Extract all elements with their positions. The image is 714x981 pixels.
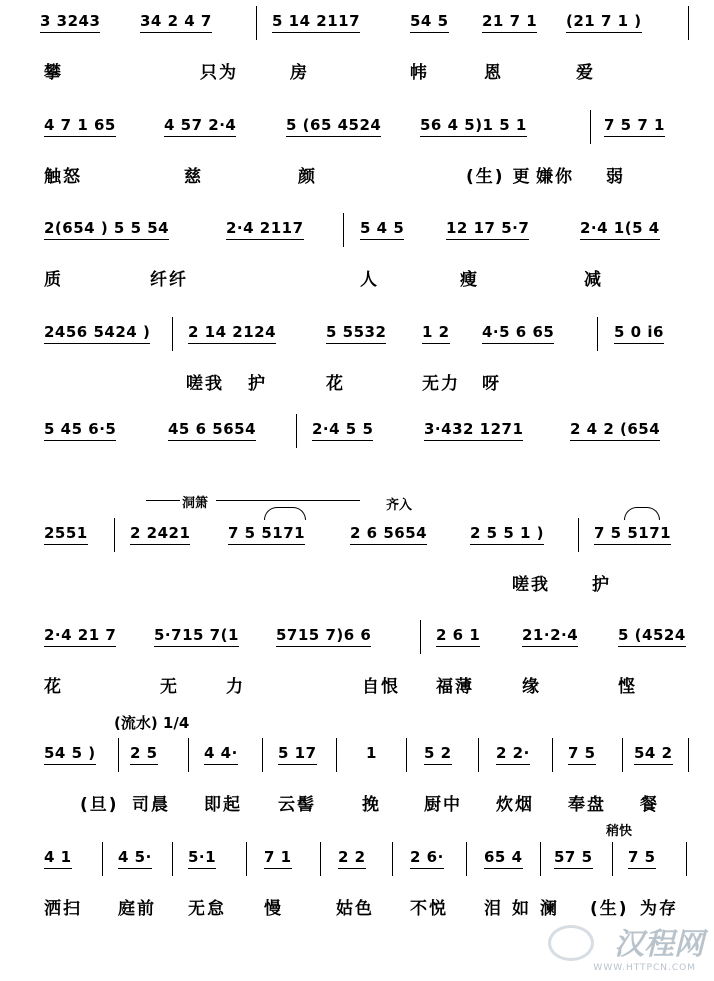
bar-line [246, 842, 247, 876]
lyric: (生) [590, 899, 629, 919]
note-group: 21·2·4 [522, 626, 578, 647]
bar-line [296, 414, 297, 448]
bar-line [466, 842, 467, 876]
note-group: 1 2 [422, 323, 450, 344]
lyric: 澜 [540, 899, 559, 919]
note-group: 4 4· [204, 744, 238, 765]
bar-line [406, 738, 407, 772]
lyric: 无 [160, 677, 179, 697]
lyric: 护 [248, 374, 267, 394]
note-group: 56 4 5)1 5 1 [420, 116, 527, 137]
lyric: 挽 [362, 795, 381, 815]
lyric: 减 [584, 270, 603, 290]
lyric: 呀 [482, 374, 501, 394]
note-group: 2 2· [496, 744, 530, 765]
bar-line [590, 110, 591, 144]
bar-line [172, 842, 173, 876]
bar-line [188, 738, 189, 772]
note-group: (21 7 1 ) [566, 12, 642, 33]
note-group: 7 5 7 1 [604, 116, 665, 137]
note-group: 2(654 ) 5 5 54 [44, 219, 169, 240]
tempo-marking: (流水) 1/4 [114, 714, 190, 732]
note-group: 2456 5424 ) [44, 323, 150, 344]
note-group: 5 (65 4524 [286, 116, 381, 137]
lyric: 纤纤 [150, 270, 188, 290]
note-group: 2·4 1(5 4 [580, 219, 660, 240]
lyric: 姑色 [336, 899, 374, 919]
note-group: 2 5 5 1 ) [470, 524, 544, 545]
note-group: 2 6· [410, 848, 444, 869]
lyric: 弱 [606, 167, 625, 187]
bar-line [102, 842, 103, 876]
lyric: 庭前 [118, 899, 156, 919]
lyric: 嫌你 [536, 167, 574, 187]
lyric: 瘦 [460, 270, 479, 290]
note-group: 5 0 i6 [614, 323, 664, 344]
bar-line [262, 738, 263, 772]
bar-line [552, 738, 553, 772]
lyric: 颜 [298, 167, 317, 187]
lyric: 护 [592, 575, 611, 595]
lyric: 炊烟 [496, 795, 534, 815]
bar-line [114, 518, 115, 552]
lyric: 人 [360, 270, 379, 290]
bar-line [688, 738, 689, 772]
lyric: 触怒 [44, 167, 82, 187]
bar-line [420, 620, 421, 654]
instrument-line [146, 500, 180, 501]
lyric: 爱 [576, 63, 595, 83]
lyric: 无力 [422, 374, 460, 394]
lyric: 洒扫 [44, 899, 82, 919]
bar-line [688, 6, 689, 40]
note-group: 2·4 2117 [226, 219, 304, 240]
note-group: 7 1 [264, 848, 292, 869]
lyric: 福薄 [436, 677, 474, 697]
note-group: 5·1 [188, 848, 216, 869]
note-group: 12 17 5·7 [446, 219, 529, 240]
note-group: 54 5 [410, 12, 449, 33]
note-group: 2 4 2 (654 [570, 420, 660, 441]
slur [624, 507, 660, 520]
lyric: 自恨 [362, 677, 400, 697]
note-group: 45 6 5654 [168, 420, 256, 441]
lyric: 即起 [204, 795, 242, 815]
bar-line [172, 317, 173, 351]
note-group: 2·4 5 5 [312, 420, 373, 441]
note-group: 7 5 [568, 744, 596, 765]
note-group: 4 7 1 65 [44, 116, 116, 137]
note-group: 2 6 1 [436, 626, 480, 647]
note-group: 65 4 [484, 848, 523, 869]
bar-line [256, 6, 257, 40]
bar-line [478, 738, 479, 772]
instrument-label: 洞箫 [182, 496, 209, 511]
note-group: 2 5 [130, 744, 158, 765]
note-group: 2551 [44, 524, 88, 545]
lyric: 慢 [264, 899, 283, 919]
lyric: 只为 [200, 63, 238, 83]
lyric: 为存 [640, 899, 678, 919]
note-group: 57 5 [554, 848, 593, 869]
note-group: 2 2 [338, 848, 366, 869]
bar-line [320, 842, 321, 876]
lyric: 泪 [484, 899, 503, 919]
lyric: 悭 [618, 677, 637, 697]
lyric: 缘 [522, 677, 541, 697]
note-group: 21 7 1 [482, 12, 537, 33]
note-group: 5 2 [424, 744, 452, 765]
note-group: 5 14 2117 [272, 12, 360, 33]
lyric: 力 [226, 677, 245, 697]
note-group: 5 5532 [326, 323, 386, 344]
bar-line [540, 842, 541, 876]
note-group: 2 6 5654 [350, 524, 427, 545]
note-group: 1 [366, 744, 377, 762]
note-group: 54 5 ) [44, 744, 96, 765]
lyric: 司晨 [132, 795, 170, 815]
lyric: 质 [44, 270, 63, 290]
note-group: 34 2 4 7 [140, 12, 212, 33]
note-group: 5 4 5 [360, 219, 404, 240]
bar-line [118, 738, 119, 772]
note-group: 2·4 21 7 [44, 626, 116, 647]
lyric: 奉盘 [568, 795, 606, 815]
instrument-line [216, 500, 360, 501]
lyric: 花 [44, 677, 63, 697]
note-group: 54 2 [634, 744, 673, 765]
lyric: 如 [512, 899, 531, 919]
lyric: 花 [326, 374, 345, 394]
watermark-logo: 汉程网 [614, 927, 704, 962]
slur [264, 507, 306, 520]
bar-line [578, 518, 579, 552]
bar-line [336, 738, 337, 772]
note-group: 2 14 2124 [188, 323, 276, 344]
lyric: 帏 [410, 63, 429, 83]
lyric: 厨中 [424, 795, 462, 815]
note-group: 3 3243 [40, 12, 100, 33]
note-group: 4 57 2·4 [164, 116, 236, 137]
watermark-logo-icon [548, 925, 594, 961]
note-group: 5 45 6·5 [44, 420, 116, 441]
note-group: 4 5· [118, 848, 152, 869]
note-group: 5·715 7(1 [154, 626, 239, 647]
note-group: 7 5 5171 [594, 524, 671, 545]
lyric: 不悦 [410, 899, 448, 919]
bar-line [343, 213, 344, 247]
note-group: 7 5 5171 [228, 524, 305, 545]
speed-marking: 稍快 [606, 824, 633, 839]
bar-line [612, 842, 613, 876]
note-group: 5715 7)6 6 [276, 626, 371, 647]
watermark-url: WWW.HTTPCN.COM [593, 963, 696, 973]
note-group: 3·432 1271 [424, 420, 523, 441]
lyric: 无怠 [188, 899, 226, 919]
bar-line [686, 842, 687, 876]
lyric: 云髻 [278, 795, 316, 815]
note-group: 5 (4524 [618, 626, 686, 647]
lyric: 嗟我 [186, 374, 224, 394]
lyric: 嗟我 [512, 575, 550, 595]
bar-line [392, 842, 393, 876]
lyric: 恩 [484, 63, 503, 83]
lyric: 攀 [44, 63, 63, 83]
bar-line [622, 738, 623, 772]
bar-line [597, 317, 598, 351]
enter-label: 齐入 [386, 498, 413, 513]
note-group: 7 5 [628, 848, 656, 869]
note-group: 2 2421 [130, 524, 190, 545]
lyric: 餐 [640, 795, 659, 815]
note-group: 4 1 [44, 848, 72, 869]
note-group: 5 17 [278, 744, 317, 765]
note-group: 4·5 6 65 [482, 323, 554, 344]
lyric: (生) 更 [466, 167, 532, 187]
lyric: 慈 [184, 167, 203, 187]
lyric: (旦) [80, 795, 119, 815]
lyric: 房 [290, 63, 309, 83]
